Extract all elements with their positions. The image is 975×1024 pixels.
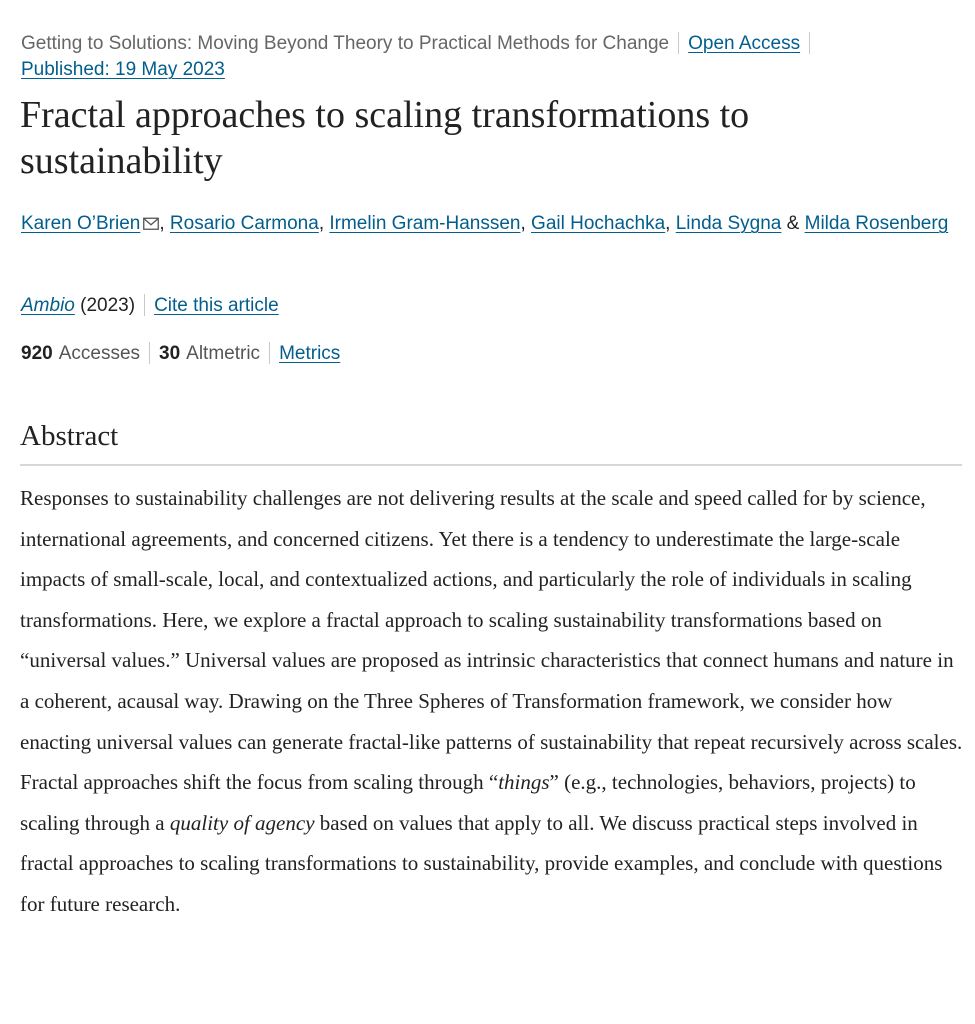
separator: [678, 32, 679, 54]
author-list: [21, 207, 956, 240]
altmetric-count: 30: [159, 343, 181, 364]
author-separator: ,: [520, 213, 532, 234]
author-separator: &: [781, 213, 805, 234]
abstract-part-3: based on values that apply to all. We discuss practical steps involved in fractal approaches to scaling transformations to sustainability, provide examples, and conclude with questions for future research.: [20, 810, 943, 916]
open-access-link[interactable]: Open Access: [688, 33, 801, 54]
separator: [144, 294, 145, 316]
separator: [809, 32, 810, 54]
author-link-linda-sygna[interactable]: Linda Sygna: [675, 213, 782, 234]
author-link-irmelin-gram-hanssen[interactable]: Irmelin Gram-Hanssen: [329, 213, 521, 234]
separator: [269, 342, 270, 364]
collection-name: Getting to Solutions: Moving Beyond Theory to Practical Methods for Change: [21, 33, 670, 54]
separator: [149, 342, 150, 364]
abstract-part-2: ” (e.g., technologies, behaviors, projects) to scaling through a: [20, 770, 916, 835]
journal-line: [21, 292, 279, 320]
author-link-gail-hochachka[interactable]: Gail Hochachka: [531, 213, 666, 234]
abstract-part-1: Responses to sustainability challenges are not delivering results at the scale and speed called for by science, international agreements, and concerned citizens. Yet there is a tendency to underestimate the large-scale impacts of small-scale, local, and contextualized actions, and particularly the role of individuals in scaling transformations. Here, we explore a fractal approach to scaling sustainability transformations based on “universal values.” Universal values are proposed as intrinsic characteristics that connect humans and nature in a coherent, acausal way. Drawing on the Three Spheres of Transformation framework, we consider how enacting universal values can generate fractal-like patterns of sustainability that repeat recursively across scales. Fractal approaches shift the focus from scaling through “: [20, 486, 963, 795]
section-divider: [20, 464, 962, 466]
altmetric-label: Altmetric: [186, 343, 261, 364]
accesses-count: 920: [21, 343, 53, 364]
author-link-karen-obrien[interactable]: Karen O’Brien: [21, 213, 141, 234]
article-title: Fractal approaches to scaling transformations to sustainability: [20, 94, 750, 182]
author-separator: ,: [159, 213, 170, 234]
accesses-label: Accesses: [58, 343, 141, 364]
published-date-link[interactable]: Published: 19 May 2023: [21, 59, 225, 80]
author-separator: ,: [318, 213, 330, 234]
publication-year: (2023): [74, 295, 136, 316]
cite-article-link[interactable]: Cite this article: [154, 295, 279, 316]
abstract-emphasis-quality-of-agency: quality of agency: [169, 810, 315, 835]
author-separator: ,: [665, 213, 676, 234]
article-metrics: [21, 340, 340, 368]
journal-link[interactable]: Ambio: [21, 295, 75, 316]
metrics-link[interactable]: Metrics: [279, 343, 341, 364]
author-link-rosario-carmona[interactable]: Rosario Carmona: [169, 213, 319, 234]
article-meta-line: [21, 31, 961, 83]
abstract-text: [20, 478, 965, 925]
author-link-milda-rosenberg[interactable]: Milda Rosenberg: [804, 213, 949, 234]
mail-icon[interactable]: [143, 209, 159, 223]
abstract-heading: Abstract: [20, 420, 119, 452]
abstract-emphasis-things: things: [498, 770, 550, 795]
